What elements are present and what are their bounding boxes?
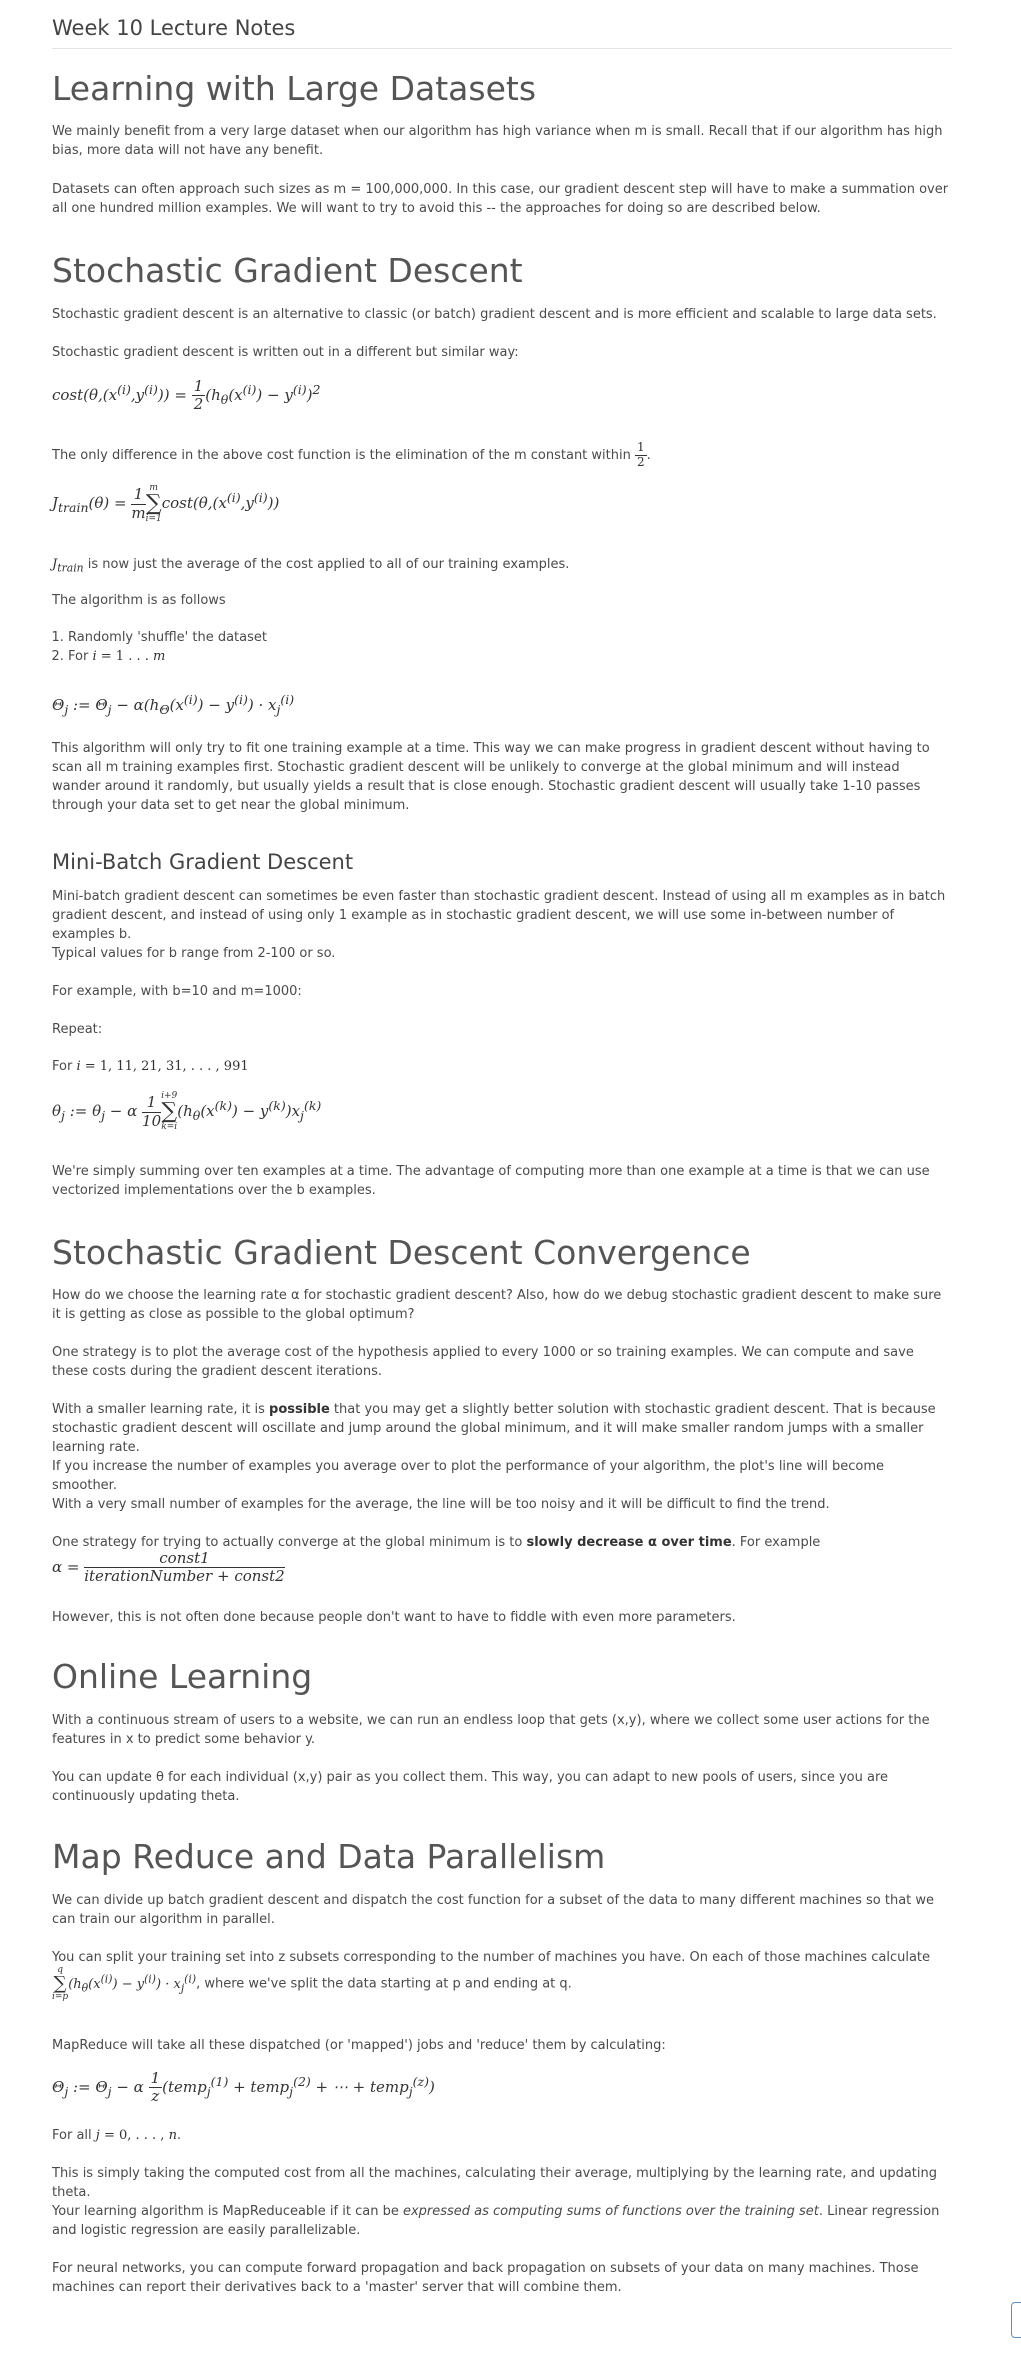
lecture-page	[52, 0, 952, 2295]
paragraph: The only difference in the above cost function is the elimination of the m constant within $\frac{1}{2}$ .	[52, 440, 651, 469]
paragraph: Datasets can often approach such sizes as m = 100,000,000. In this case, our gradient descent step will have to make a summation over all one hundred million examples. We will want to try to avoid this -- the approaches for doing so are described below.	[52, 182, 949, 216]
cost-equation: $\cos t(\theta,(x^{(i)},y^{(i)}))$ = $\frac{1}{2}$ $(h_\theta(x^{(i)}) - y^{(i)})^2$	[52, 377, 321, 414]
page-title: Week 10 Lecture Notes	[52, 16, 952, 49]
paragraph: For example, with b=10 and m=1000:	[52, 984, 302, 999]
jtrain-equation: $J_{train}(\theta)$ = $\frac{1}{m}$ m ∑ i=1 $\cos t(\theta,(x^{(i)},y^{(i)}))$	[52, 483, 280, 524]
paragraph: We're simply summing over ten examples at a time. The advantage of computing more than one example at a time is that we can use vectorized implementations over the b examples.	[52, 1164, 930, 1198]
theta-update-equation: $\Theta_j$ := $\Theta_j - \alpha(h_\Theta(x^{(i)}) - y^{(i)}) \cdot x_j^{(i)}$	[52, 692, 295, 717]
paragraph: With a very small number of examples for the average, the line will be too noisy and it will be difficult to find the trend.	[52, 1497, 830, 1512]
paragraph: For i = 1, 11, 21, 31, . . . , 991	[52, 1059, 249, 1074]
paragraph: For all j = 0, . . . , n.	[52, 2128, 182, 2143]
paragraph: The algorithm is as follows	[52, 593, 226, 608]
paragraph: One strategy is to plot the average cost of the hypothesis applied to every 1000 or so training examples. We can compute and save these costs during the gradient descent iterations.	[52, 1345, 914, 1379]
section-title-large-datasets: Learning with Large Datasets	[52, 69, 537, 108]
section-title-convergence: Stochastic Gradient Descent Convergence	[52, 1233, 751, 1272]
section-title-mini-batch: Mini-Batch Gradient Descent	[52, 850, 354, 874]
paragraph: We mainly benefit from a very large dataset when our algorithm has high variance when m is small. Recall that if our algorithm has high bias, more data will not have any benefit.	[52, 124, 943, 158]
paragraph: We can divide up batch gradient descent and dispatch the cost function for a subset of the data to many different machines so that we can train our algorithm in parallel.	[52, 1893, 935, 1927]
section-title-map-reduce: Map Reduce and Data Parallelism	[52, 1837, 606, 1876]
paragraph: $J_{train}$ is now just the average of the cost applied to all of our training examples.	[52, 557, 570, 575]
mini-batch-update-equation: $\theta_j$ := $\theta_j - \alpha$ $\frac{1}{10}$ i+9 ∑ k=i $(h_\theta(x^{(k)}) - y^{(k)})x_j^{(k)}$	[52, 1091, 322, 1132]
list-item: 1. Randomly 'shuffle' the dataset	[68, 628, 267, 647]
paragraph: q ∑ i=p $(h_\theta(x^{(i)}) - y^{(i)}) \cdot x_j^{(i)}$, where we've split the data starting at p and ending at q.	[52, 1965, 572, 2002]
section-title-sgd: Stochastic Gradient Descent	[52, 251, 523, 290]
paragraph: With a smaller learning rate, it is possible that you may get a slightly better solution with stochastic gradient descent. That is because stochastic gradient descent will oscillate and jump around the global minimum, and it will make smaller random jumps with a smaller learning rate.	[52, 1402, 936, 1455]
paragraph: For neural networks, you can compute forward propagation and back propagation on subsets of your data on many machines. Those machines can report their derivatives back to a 'master' server that will combine them.	[52, 2261, 919, 2295]
paragraph: How do we choose the learning rate α for stochastic gradient descent? Also, how do we debug stochastic gradient descent to make sure it is getting as close as possible to the global optimum?	[52, 1288, 942, 1322]
algorithm-steps	[52, 628, 267, 666]
paragraph: This algorithm will only try to fit one training example at a time. This way we can make progress in gradient descent without having to scan all m training examples first. Stochastic gradient descent will be unlikely to converge at the global minimum and will instead wander around it randomly, but usually yields a result that is close enough. Stochastic gradient descent will usually take 1-10 passes through your data set to get near the global minimum.	[52, 741, 930, 813]
paragraph: Stochastic gradient descent is written out in a different but similar way:	[52, 345, 519, 360]
paragraph: Mini-batch gradient descent can sometimes be even faster than stochastic gradient descent. Instead of using all m examples as in batch gradient descent, and instead of using only 1 example as in stochastic gradient descent, we will use some in-between number of examples b.	[52, 889, 946, 942]
paragraph: This is simply taking the computed cost from all the machines, calculating their average, multiplying by the learning rate, and updating theta.	[52, 2166, 937, 2200]
paragraph: You can split your training set into z subsets corresponding to the number of machines you have. On each of those machines calculate	[52, 1950, 931, 1965]
section-title-online-learning: Online Learning	[52, 1657, 313, 1696]
paragraph: Your learning algorithm is MapReduceable if it can be expressed as computing sums of functions over the training set. Linear regression and logistic regression are easily parallelizable.	[52, 2204, 940, 2238]
paragraph: MapReduce will take all these dispatched (or 'mapped') jobs and 'reduce' them by calculating:	[52, 2038, 666, 2053]
list-item: 2. For i = 1 . . . m	[68, 647, 267, 666]
map-reduce-equation: $\Theta_j$ := $\Theta_j - \alpha$ $\frac{1}{z}$ (temp$_j^{(1)}$ + temp$_j^{(2)}$ + ⋯ + temp$_j^{(z)}$)	[52, 2069, 435, 2106]
paragraph: If you increase the number of examples you average over to plot the performance of your algorithm, the plot's line will become smoother.	[52, 1459, 885, 1493]
alpha-decay-equation: α = $\frac{\text{const1}}{\text{iterationNumber + const2}}$	[52, 1549, 285, 1586]
paragraph: Stochastic gradient descent is an alternative to classic (or batch) gradient descent and is more efficient and scalable to large data sets.	[52, 307, 937, 322]
paragraph: You can update θ for each individual (x,y) pair as you collect them. This way, you can adapt to new pools of users, since you are continuously updating theta.	[52, 1770, 888, 1804]
paragraph: However, this is not often done because people don't want to have to fiddle with even more parameters.	[52, 1610, 736, 1625]
feedback-button[interactable]	[1011, 2302, 1021, 2338]
paragraph: Repeat:	[52, 1022, 103, 1037]
paragraph: With a continuous stream of users to a website, we can run an endless loop that gets (x,y), where we collect some user actions for the features in x to predict some behavior y.	[52, 1713, 930, 1747]
paragraph: One strategy for trying to actually converge at the global minimum is to slowly decrease α over time. For example	[52, 1535, 821, 1550]
paragraph: Typical values for b range from 2-100 or so.	[52, 946, 336, 961]
